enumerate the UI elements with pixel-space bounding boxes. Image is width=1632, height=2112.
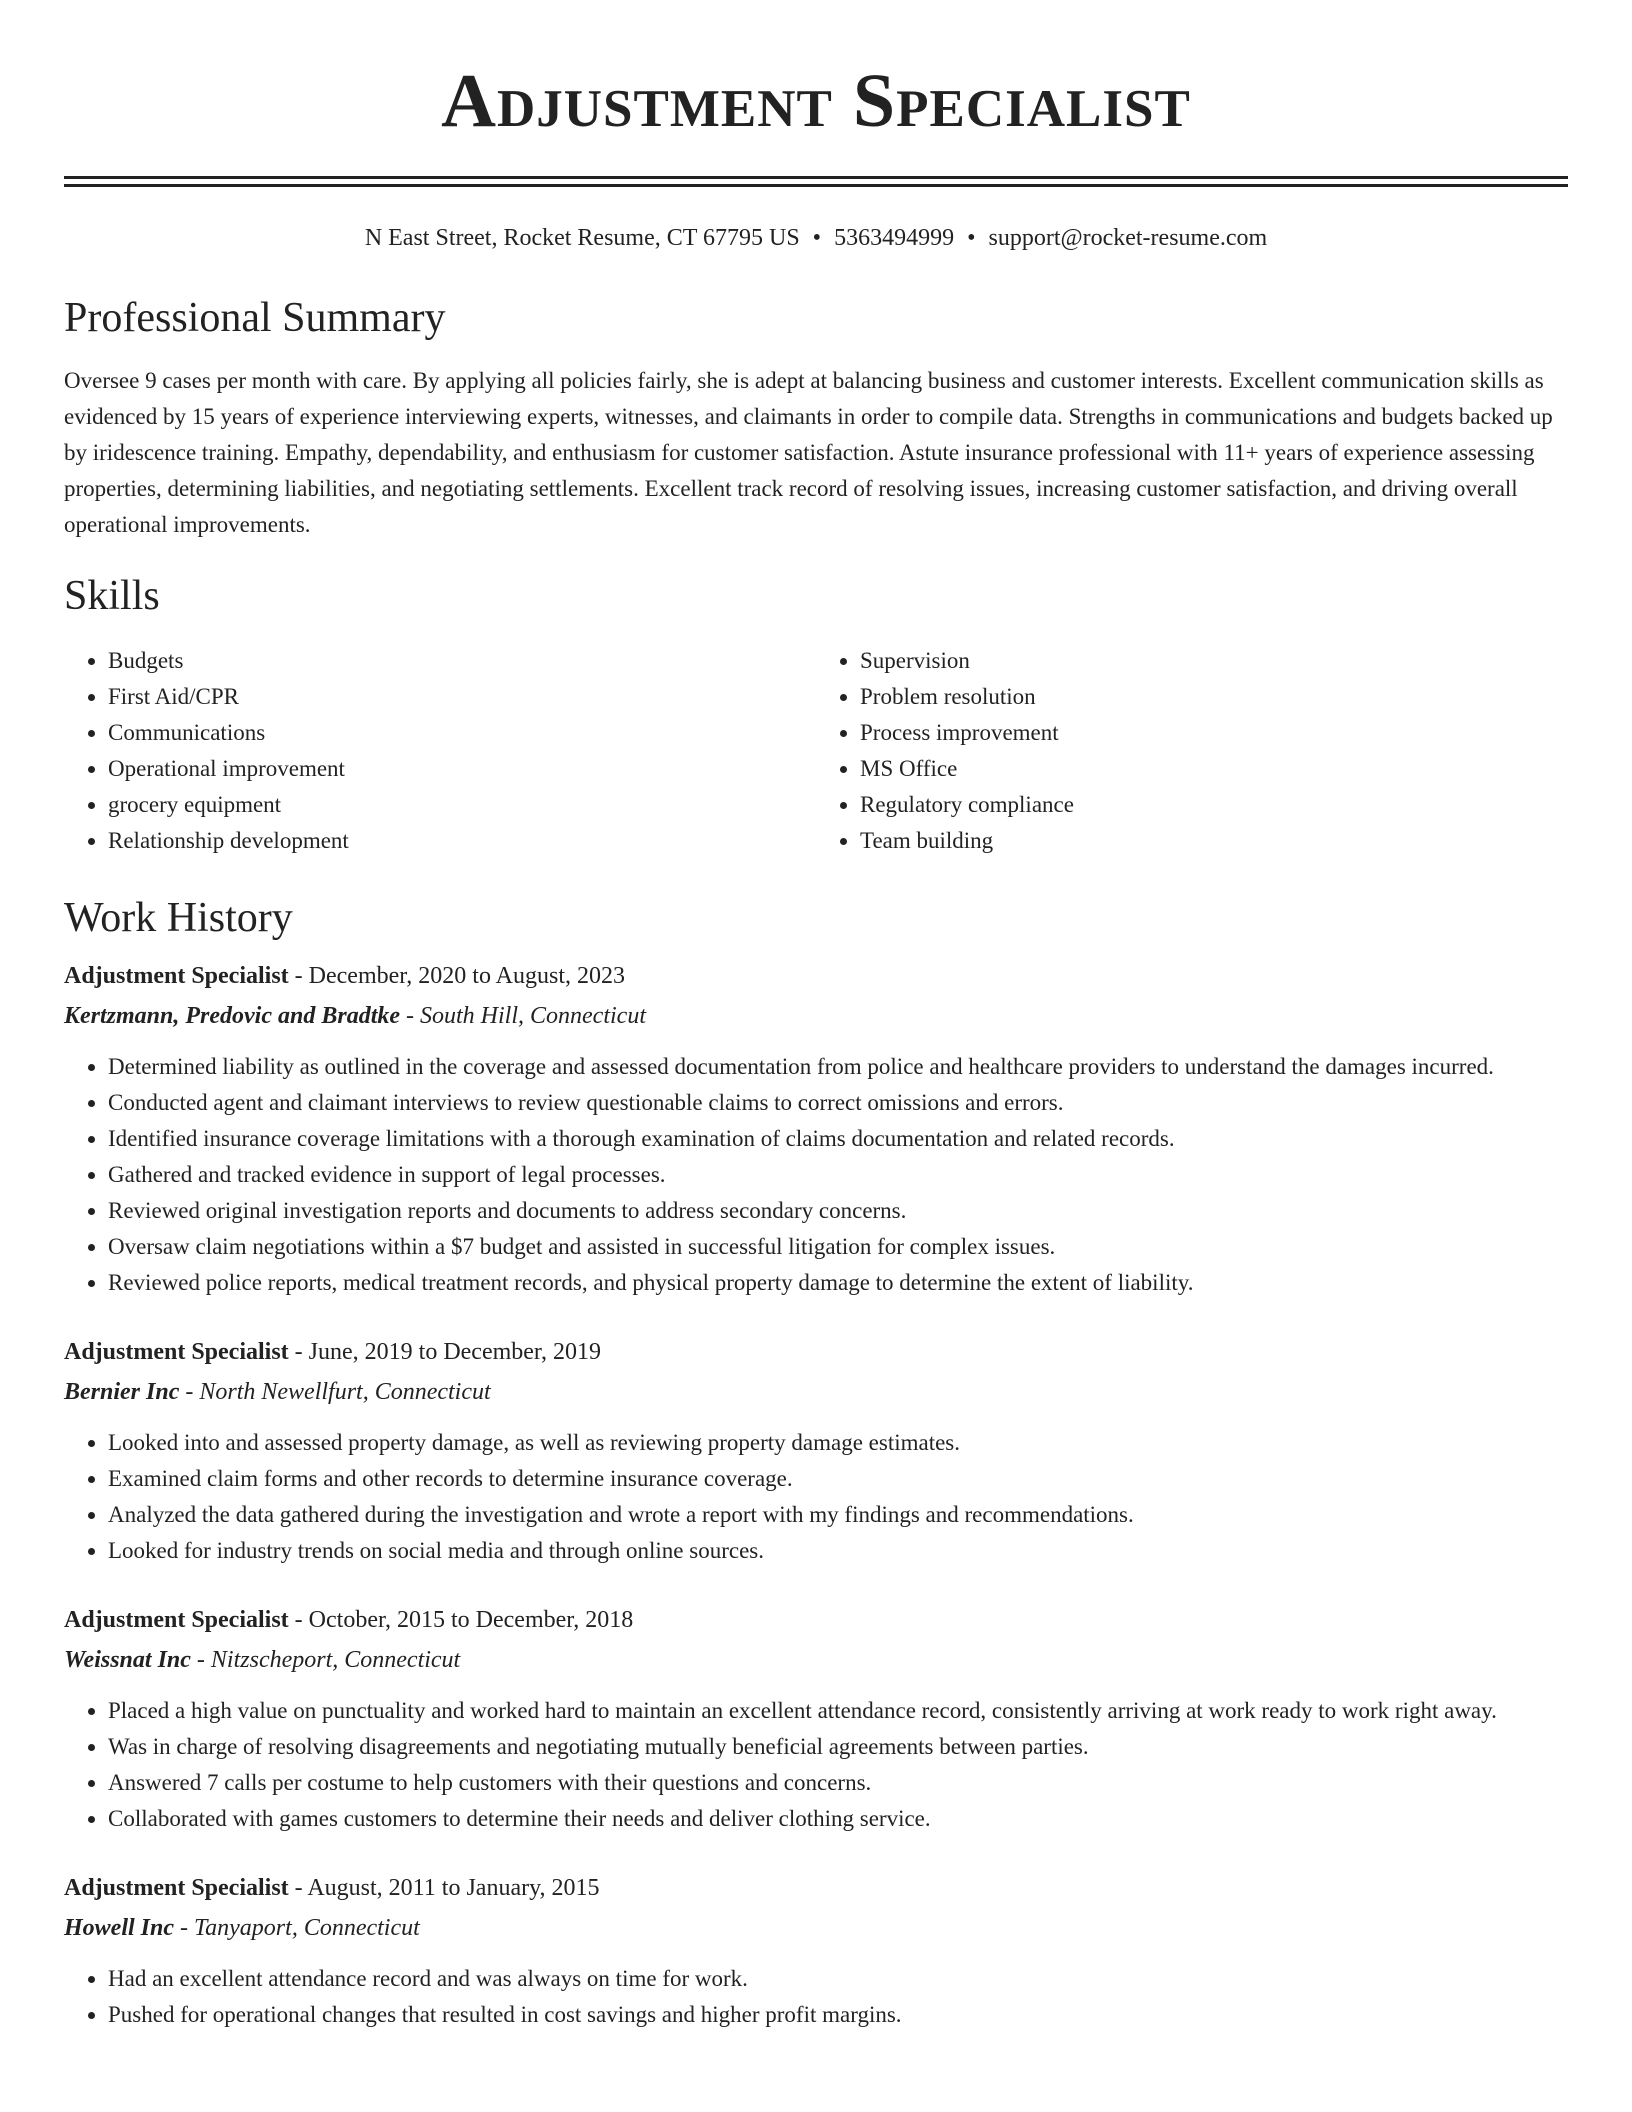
job-company-line xyxy=(64,1373,1568,1411)
skills-column-right xyxy=(816,643,1568,859)
job-bullet: • Had an excellent attendance record and was always on time for work. xyxy=(108,1961,1568,1997)
contact-line xyxy=(64,223,1568,253)
job-title: Adjustment Specialist xyxy=(64,1607,289,1633)
job-title: Adjustment Specialist xyxy=(64,963,289,989)
skill-item: • Budgets xyxy=(108,643,816,679)
job-location: - North Newellfurt, Connecticut xyxy=(179,1379,491,1405)
skill-item: • Relationship development xyxy=(108,823,816,859)
skills-heading: Skills xyxy=(64,573,160,619)
skill-item: • Operational improvement xyxy=(108,751,816,787)
skill-item: • First Aid/CPR xyxy=(108,679,816,715)
job-bullet: • Gathered and tracked evidence in support of legal processes. xyxy=(108,1157,1568,1193)
skill-item: • Team building xyxy=(860,823,1568,859)
job-title-line xyxy=(64,957,1568,995)
summary-text: Oversee 9 cases per month with care. By applying all policies fairly, she is adept at balancing business and customer interests. Excellent communication skills as evidenced by 15 years of experience interviewing experts, witnesses, and claimants in order to compile data. Strengths in communications and budgets backed up by iridescence training. Empathy, dependability, and enthusiasm for customer satisfaction. Astute insurance professional with 11+ years of experience assessing properties, determining liabilities, and negotiating settlements. Excellent track record of resolving issues, increasing customer satisfaction, and driving overall operational improvements. xyxy=(64,368,1553,537)
contact-phone: 5363494999 xyxy=(834,225,955,251)
job-bullet: • Looked for industry trends on social media and through online sources. xyxy=(108,1533,1568,1569)
skill-item: • Process improvement xyxy=(860,715,1568,751)
job-company: Bernier Inc xyxy=(64,1379,180,1405)
job-entry xyxy=(64,1601,1568,1837)
skills-list xyxy=(64,643,1568,859)
job-bullet: • Reviewed original investigation reports and documents to address secondary concerns. xyxy=(108,1193,1568,1229)
job-dates: - June, 2019 to December, 2019 xyxy=(288,1339,601,1365)
job-company-line xyxy=(64,1909,1568,1947)
resume-name: Adjustment Specialist xyxy=(441,59,1191,143)
job-title-line xyxy=(64,1333,1568,1371)
job-title: Adjustment Specialist xyxy=(64,1875,289,1901)
job-location: - Tanyaport, Connecticut xyxy=(174,1915,420,1941)
job-bullet: • Collaborated with games customers to determine their needs and deliver clothing service. xyxy=(108,1801,1568,1837)
summary-heading: Professional Summary xyxy=(64,295,446,341)
job-bullets xyxy=(64,1049,1568,1301)
job-company-line xyxy=(64,1641,1568,1679)
contact-separator: • xyxy=(967,225,976,251)
job-dates: - August, 2011 to January, 2015 xyxy=(288,1875,600,1901)
job-location: - South Hill, Connecticut xyxy=(400,1003,646,1029)
job-bullet: • Analyzed the data gathered during the investigation and wrote a report with my findings and recommendations. xyxy=(108,1497,1568,1533)
job-entry xyxy=(64,957,1568,1301)
job-bullet: • Reviewed police reports, medical treatment records, and physical property damage to determine the extent of liability. xyxy=(108,1265,1568,1301)
skill-item: • Supervision xyxy=(860,643,1568,679)
contact-separator: • xyxy=(812,225,822,251)
job-dates: - December, 2020 to August, 2023 xyxy=(288,963,625,989)
job-bullets xyxy=(64,1961,1568,2033)
skill-item: • Regulatory compliance xyxy=(860,787,1568,823)
skill-item: • grocery equipment xyxy=(108,787,816,823)
skill-item: • MS Office xyxy=(860,751,1568,787)
job-location: - Nitzscheport, Connecticut xyxy=(190,1647,461,1673)
job-bullet: • Answered 7 calls per costume to help customers with their questions and concerns. xyxy=(108,1765,1568,1801)
job-title-line xyxy=(64,1869,1568,1907)
header-divider-bottom xyxy=(64,184,1568,187)
job-entry xyxy=(64,1869,1568,2033)
job-bullet: • Looked into and assessed property damage, as well as reviewing property damage estimates. xyxy=(108,1425,1568,1461)
contact-email: support@rocket-resume.com xyxy=(988,225,1268,251)
work-history-heading: Work History xyxy=(64,895,293,941)
job-bullet: • Placed a high value on punctuality and worked hard to maintain an excellent attendance record, consistently arriving at work ready to work right away. xyxy=(108,1693,1568,1729)
skill-item: • Communications xyxy=(108,715,816,751)
job-bullet: • Pushed for operational changes that resulted in cost savings and higher profit margins. xyxy=(108,1997,1568,2033)
job-company: Kertzmann, Predovic and Bradtke xyxy=(64,1003,401,1029)
skill-item: • Problem resolution xyxy=(860,679,1568,715)
job-title: Adjustment Specialist xyxy=(64,1339,289,1365)
header-divider-top xyxy=(64,176,1568,179)
job-bullet: • Was in charge of resolving disagreements and negotiating mutually beneficial agreements between parties. xyxy=(108,1729,1568,1765)
job-bullet: • Identified insurance coverage limitations with a thorough examination of claims documentation and related records. xyxy=(108,1121,1568,1157)
job-bullets xyxy=(64,1693,1568,1837)
job-entry xyxy=(64,1333,1568,1569)
job-title-line xyxy=(64,1601,1568,1639)
job-company: Weissnat Inc xyxy=(64,1647,191,1673)
job-bullet: • Conducted agent and claimant interviews to review questionable claims to correct omissions and errors. xyxy=(108,1085,1568,1121)
job-bullet: • Determined liability as outlined in the coverage and assessed documentation from police and healthcare providers to understand the damages incurred. xyxy=(108,1049,1568,1085)
job-bullets xyxy=(64,1425,1568,1569)
contact-address: N East Street, Rocket Resume, CT 67795 US xyxy=(364,225,800,251)
job-bullet: • Examined claim forms and other records to determine insurance coverage. xyxy=(108,1461,1568,1497)
job-bullet: • Oversaw claim negotiations within a $7 budget and assisted in successful litigation for complex issues. xyxy=(108,1229,1568,1265)
job-company: Howell Inc xyxy=(64,1915,175,1941)
job-dates: - October, 2015 to December, 2018 xyxy=(288,1607,634,1633)
skills-column-left xyxy=(64,643,816,859)
job-company-line xyxy=(64,997,1568,1035)
